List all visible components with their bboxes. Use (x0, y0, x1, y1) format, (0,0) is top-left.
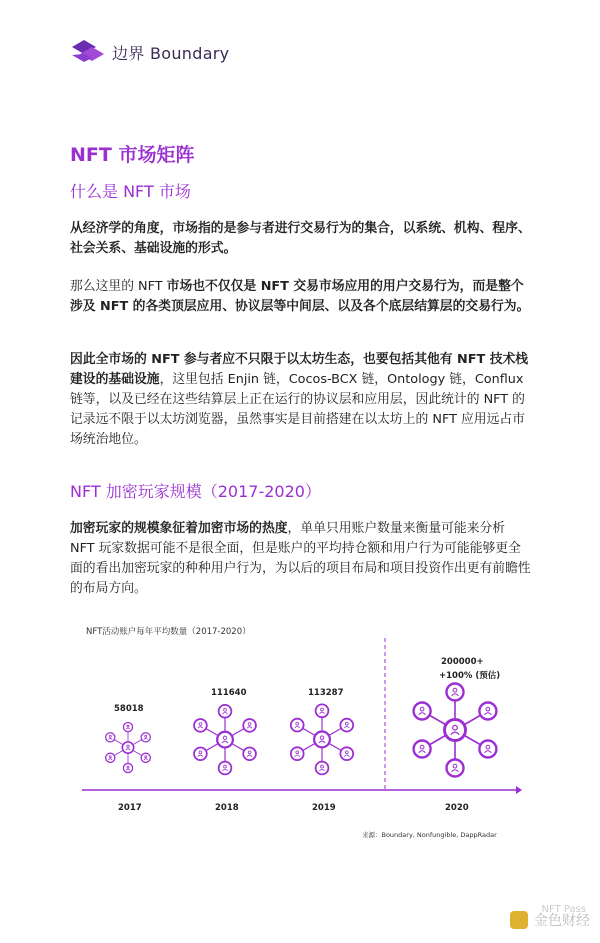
user-node-icon (194, 719, 207, 732)
value-label: 58018 (114, 704, 144, 715)
section2-heading: NFT 加密玩家规模（2017-2020） (70, 482, 321, 501)
user-node-icon (141, 733, 150, 742)
year-label: 2020 (445, 803, 469, 813)
user-node-icon (316, 762, 329, 775)
brand-name: 边界 Boundary (112, 43, 230, 63)
nft-accounts-chart (70, 618, 530, 848)
network-hub-icon (314, 731, 330, 747)
value-label: 200000+ (441, 657, 484, 667)
user-node-icon (194, 747, 207, 760)
value-label: 113287 (308, 687, 344, 698)
user-node-icon (447, 684, 464, 701)
paragraph-4 (70, 519, 532, 599)
paragraph-1 (70, 219, 532, 259)
user-node-icon (106, 753, 115, 762)
paragraph-2-bold: 市场也不仅仅是 NFT 交易市场应用的用户交易行为，而是整个涉及 NFT 的各类顶层应用、协议层等中间层、以及各个底层结算层的交易行为。 (70, 279, 530, 314)
user-node-icon (243, 719, 256, 732)
paragraph-2-lead: 那么这里的 NFT (70, 279, 167, 294)
network-hub-icon (445, 720, 466, 741)
user-node-icon (219, 705, 232, 718)
year-label: 2017 (118, 803, 142, 813)
brand-logo (70, 36, 229, 68)
user-node-icon (414, 703, 431, 720)
user-node-icon (291, 719, 304, 732)
user-node-icon (479, 741, 496, 758)
user-node-icon (243, 747, 256, 760)
user-node-icon (414, 741, 431, 758)
user-node-icon (316, 704, 329, 717)
paragraph-1-text: 从经济学的角度，市场指的是参与者进行交易行为的集合，以系统、机构、程序、社会关系、基础设施的形式。 (70, 221, 531, 256)
user-node-icon (123, 763, 132, 772)
paragraph-3-rest: ，这里包括 Enjin 链，Cocos-BCX 链，Ontology 链，Conflux 链等，以及已经在这些结算层上正在运行的协议层和应用层，因此统计的 NFT 的记录远不限于以太坊浏览器，虽然事实是目前搭建在以太坊上的 NFT 应用远占市场统治地位。 (70, 372, 525, 447)
value-label: 111640 (211, 688, 247, 699)
paragraph-4-bold: 加密玩家的规模象征着加密市场的热度 (70, 521, 288, 536)
year-label: 2019 (312, 803, 336, 813)
paragraph-3-bold: 因此全市场的 NFT 参与者应不只限于以太坊生态，也要包括其他有 NFT 技术栈建设的基础设施 (70, 352, 529, 387)
watermark-small: NFT Pass (541, 904, 586, 915)
user-node-icon (219, 762, 232, 775)
user-node-icon (106, 733, 115, 742)
network-hub-icon (217, 732, 233, 748)
user-node-icon (141, 753, 150, 762)
user-node-icon (123, 722, 132, 731)
paragraph-3 (70, 350, 532, 450)
projection-annotation: +100% (预估) (439, 671, 501, 681)
watermark-text: 金色财经 (534, 913, 590, 929)
user-node-icon (340, 719, 353, 732)
network-hub-icon (122, 742, 133, 753)
user-node-icon (479, 703, 496, 720)
page-title: NFT 市场矩阵 (70, 144, 195, 166)
user-node-icon (291, 747, 304, 760)
watermark-logo-icon (510, 911, 528, 929)
chart-title: NFT活动账户每年平均数量（2017-2020） (86, 627, 251, 637)
boundary-logo-icon (70, 37, 106, 67)
paragraph-2 (70, 277, 532, 317)
year-label: 2018 (215, 803, 239, 813)
section1-heading: 什么是 NFT 市场 (70, 182, 191, 201)
chart-source: 来源：Boundary, Nonfungible, DappRadar (362, 831, 497, 839)
baseline-arrow-icon (516, 786, 522, 794)
user-node-icon (447, 760, 464, 777)
watermark (510, 910, 590, 930)
paragraph-4-rest: ，单单只用账户数量来衡量可能来分析 NFT 玩家数据可能不是很全面，但是账户的平均持仓额和用户行为可能能够更全面的看出加密玩家的种种用户行为，为以后的项目布局和项目投资作出更有前瞻性的布局方向。 (70, 521, 531, 596)
user-node-icon (340, 747, 353, 760)
